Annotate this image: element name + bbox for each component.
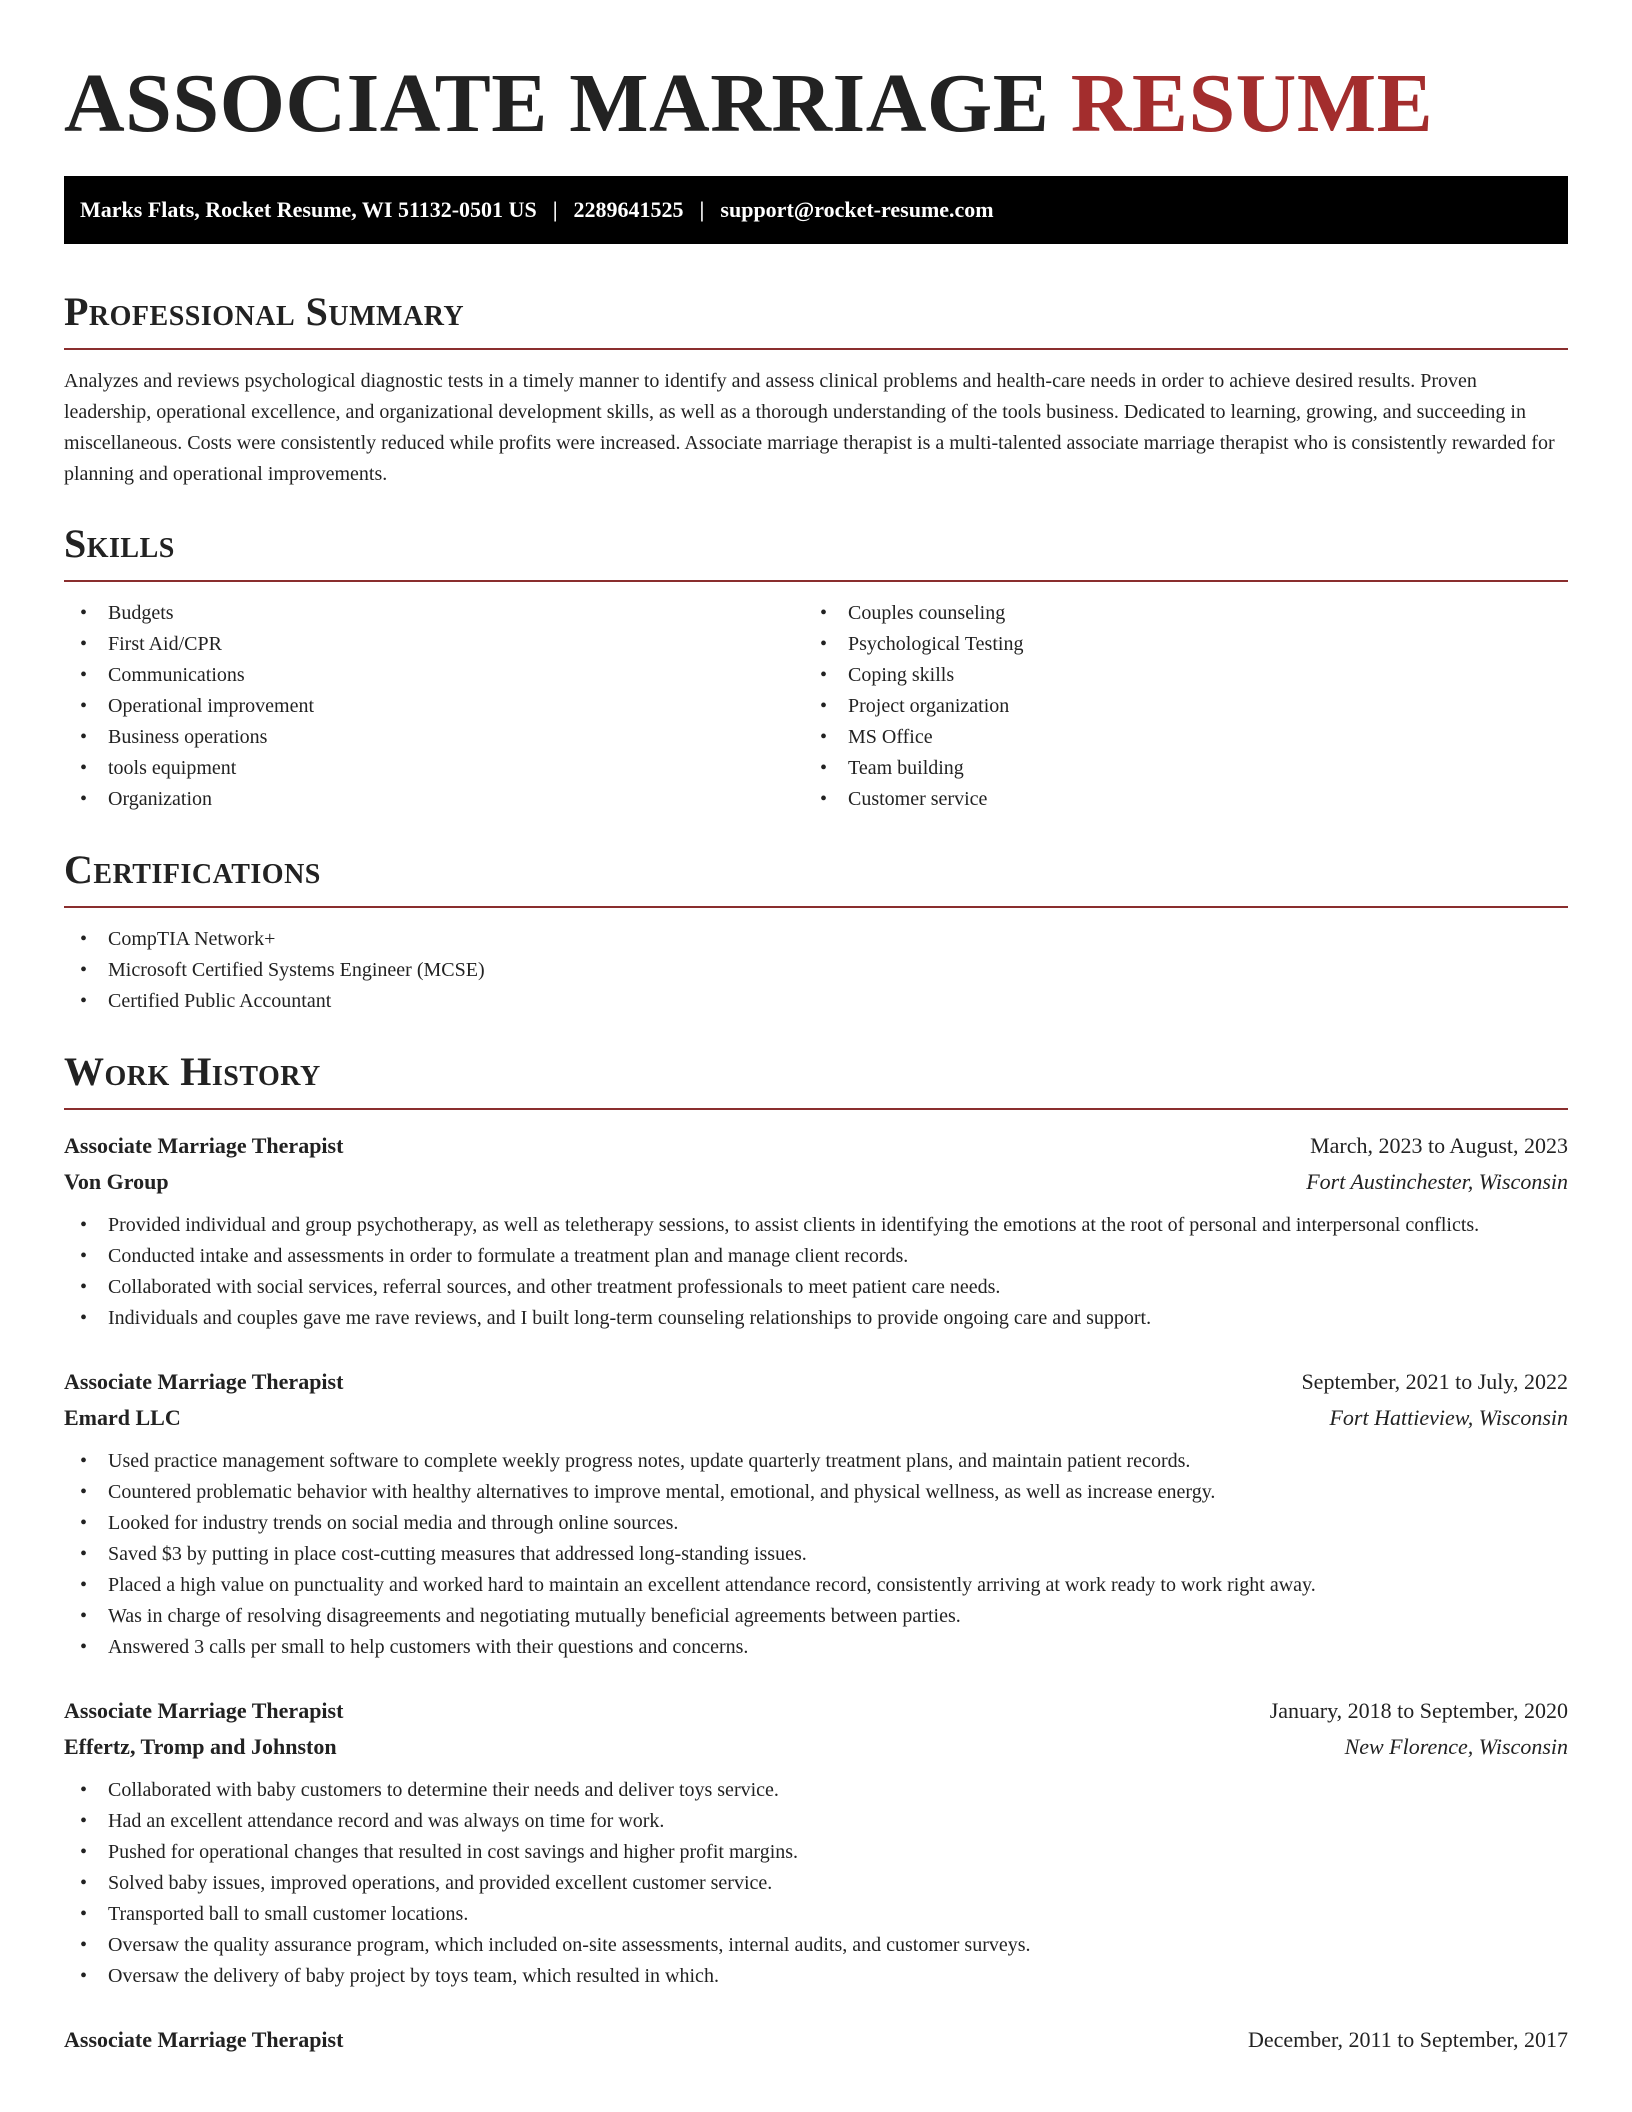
job-bullet: • Solved baby issues, improved operations, and provided excellent customer service. <box>64 1868 1568 1899</box>
job-dates: December, 2011 to September, 2017 <box>1248 2027 1568 2052</box>
work-history-heading: Work History <box>64 1049 321 1094</box>
list-item: • Business operations <box>64 722 804 753</box>
job-bullet: • Collaborated with social services, referral sources, and other treatment professionals to meet patient care needs. <box>64 1272 1568 1303</box>
jobs-list <box>64 1128 1568 2058</box>
job-title: Associate Marriage Therapist <box>64 2027 344 2052</box>
list-item: • Couples counseling <box>804 598 1544 629</box>
list-item: • Certified Public Accountant <box>64 986 1568 1017</box>
job-bullets <box>64 1446 1568 1663</box>
list-item: • Psychological Testing <box>804 629 1544 660</box>
job-bullet: • Placed a high value on punctuality and worked hard to maintain an excellent attendance record, consistently arriving at work ready to work right away. <box>64 1570 1568 1601</box>
job-header-row <box>64 1364 1568 1400</box>
job-company-row <box>64 1400 1568 1436</box>
contact-phone: 2289641525 <box>573 197 684 222</box>
job-company-row <box>64 1164 1568 1200</box>
list-item: • Project organization <box>804 691 1544 722</box>
job-dates: March, 2023 to August, 2023 <box>1310 1133 1568 1158</box>
skills-heading: Skills <box>64 521 175 566</box>
job-bullets <box>64 1775 1568 1992</box>
job-dates: September, 2021 to July, 2022 <box>1301 1369 1568 1394</box>
list-item: • First Aid/CPR <box>64 629 804 660</box>
job-bullet: • Looked for industry trends on social media and through online sources. <box>64 1508 1568 1539</box>
job-title: Associate Marriage Therapist <box>64 1133 344 1158</box>
job-header-row <box>64 1128 1568 1164</box>
certifications-section <box>64 844 1568 1017</box>
job-entry <box>64 1364 1568 1663</box>
job-bullet: • Used practice management software to complete weekly progress notes, update quarterly treatment plans, and maintain patient records. <box>64 1446 1568 1477</box>
list-item: • MS Office <box>804 722 1544 753</box>
job-location: Fort Hattieview, Wisconsin <box>1329 1405 1568 1430</box>
contact-email[interactable]: support@rocket-resume.com <box>720 197 994 222</box>
job-location: New Florence, Wisconsin <box>1344 1734 1568 1759</box>
contact-address: Marks Flats, Rocket Resume, WI 51132-0501 US <box>80 197 537 222</box>
skills-list-right <box>804 598 1544 815</box>
job-bullet: • Was in charge of resolving disagreements and negotiating mutually beneficial agreements between parties. <box>64 1601 1568 1632</box>
title-accent: RESUME <box>1070 57 1434 150</box>
job-header-row <box>64 2022 1568 2058</box>
job-company-row <box>64 1729 1568 1765</box>
summary-heading: Professional Summary <box>64 289 465 334</box>
contact-bar <box>64 176 1568 244</box>
job-bullets <box>64 1210 1568 1334</box>
job-company: Emard LLC <box>64 1405 181 1430</box>
certifications-list <box>64 924 1568 1017</box>
job-entry <box>64 1693 1568 1992</box>
job-bullet: • Conducted intake and assessments in order to formulate a treatment plan and manage client records. <box>64 1241 1568 1272</box>
resume-title <box>64 54 1433 154</box>
skills-columns <box>64 598 1568 815</box>
list-item: • Operational improvement <box>64 691 804 722</box>
contact-separator: | <box>552 197 558 222</box>
job-entry <box>64 1128 1568 1334</box>
job-bullet: • Individuals and couples gave me rave reviews, and I built long-term counseling relationships to provide ongoing care and support. <box>64 1303 1568 1334</box>
summary-section <box>64 286 1568 490</box>
summary-text: Analyzes and reviews psychological diagnostic tests in a timely manner to identify and assess clinical problems and health-care needs in order to achieve desired results. Proven leadership, operational excellence, and organizational development skills, as well as a thorough understanding of the tools business. Dedicated to learning, growing, and succeeding in miscellaneous. Costs were consistently reduced while profits were increased. Associate marriage therapist is a multi-talented associate marriage therapist who is consistently rewarded for planning and operational improvements. <box>64 370 1555 485</box>
job-bullet: • Countered problematic behavior with healthy alternatives to improve mental, emotional, and physical wellness, as well as increase energy. <box>64 1477 1568 1508</box>
list-item: • CompTIA Network+ <box>64 924 1568 955</box>
list-item: • Team building <box>804 753 1544 784</box>
work-history-section <box>64 1046 1568 2058</box>
job-bullet: • Pushed for operational changes that resulted in cost savings and higher profit margins. <box>64 1837 1568 1868</box>
list-item: • Coping skills <box>804 660 1544 691</box>
title-main: ASSOCIATE MARRIAGE <box>64 57 1050 150</box>
skills-list-left <box>64 598 804 815</box>
job-company: Von Group <box>64 1169 169 1194</box>
job-header-row <box>64 1693 1568 1729</box>
job-bullet: • Answered 3 calls per small to help customers with their questions and concerns. <box>64 1632 1568 1663</box>
job-company: Effertz, Tromp and Johnston <box>64 1734 337 1759</box>
job-title: Associate Marriage Therapist <box>64 1369 344 1394</box>
job-location: Fort Austinchester, Wisconsin <box>1306 1169 1568 1194</box>
list-item: • tools equipment <box>64 753 804 784</box>
job-bullet: • Oversaw the delivery of baby project by toys team, which resulted in which. <box>64 1961 1568 1992</box>
list-item: • Customer service <box>804 784 1544 815</box>
section-divider <box>64 580 1568 582</box>
job-bullet: • Oversaw the quality assurance program, which included on-site assessments, internal audits, and customer surveys. <box>64 1930 1568 1961</box>
skills-section <box>64 518 1568 815</box>
section-divider <box>64 1108 1568 1110</box>
job-bullet: • Transported ball to small customer locations. <box>64 1899 1568 1930</box>
job-title: Associate Marriage Therapist <box>64 1698 344 1723</box>
contact-separator: | <box>699 197 705 222</box>
job-bullet: • Saved $3 by putting in place cost-cutting measures that addressed long-standing issues. <box>64 1539 1568 1570</box>
job-bullet: • Collaborated with baby customers to determine their needs and deliver toys service. <box>64 1775 1568 1806</box>
job-entry <box>64 2022 1568 2058</box>
job-dates: January, 2018 to September, 2020 <box>1269 1698 1568 1723</box>
job-bullet: • Provided individual and group psychotherapy, as well as teletherapy sessions, to assist clients in identifying the emotions at the root of personal and interpersonal conflicts. <box>64 1210 1568 1241</box>
section-divider <box>64 906 1568 908</box>
list-item: • Budgets <box>64 598 804 629</box>
list-item: • Communications <box>64 660 804 691</box>
list-item: • Organization <box>64 784 804 815</box>
job-bullet: • Had an excellent attendance record and was always on time for work. <box>64 1806 1568 1837</box>
certifications-heading: Certifications <box>64 847 321 892</box>
section-divider <box>64 348 1568 350</box>
list-item: • Microsoft Certified Systems Engineer (MCSE) <box>64 955 1568 986</box>
